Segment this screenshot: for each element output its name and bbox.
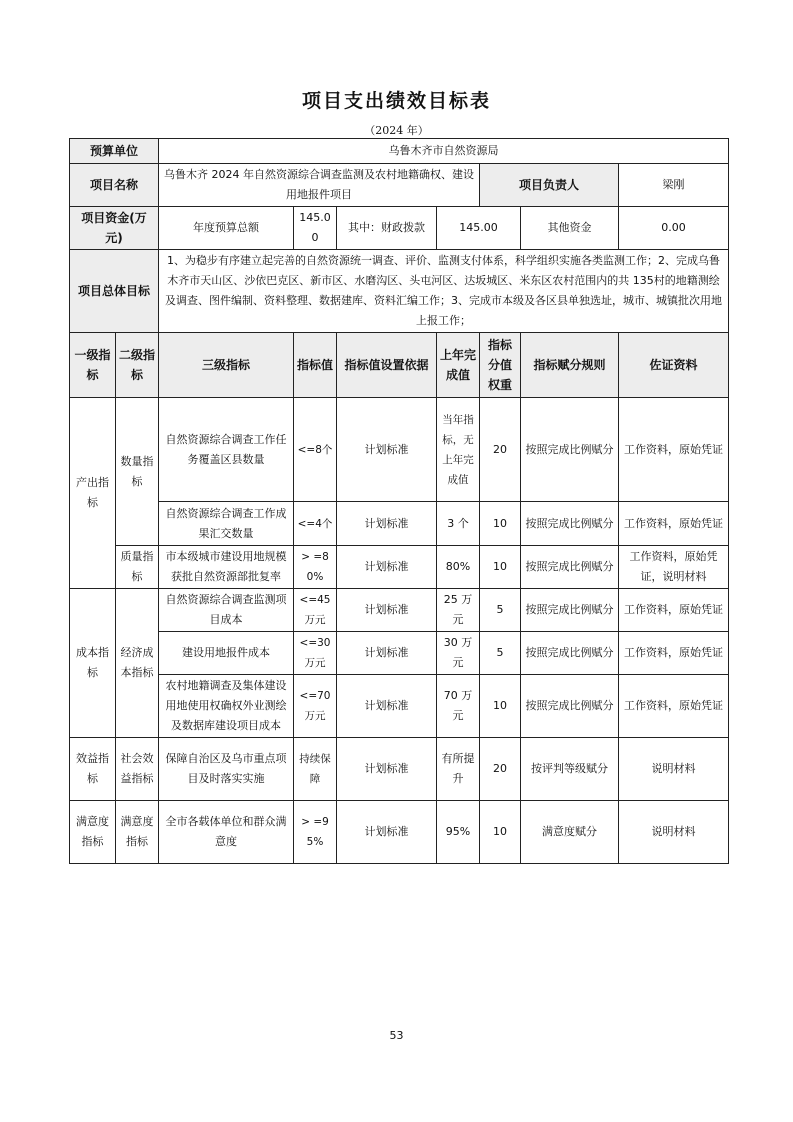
basis-cell: 计划标准 bbox=[337, 589, 437, 632]
value-cell: > =80% bbox=[294, 546, 337, 589]
basis-cell: 计划标准 bbox=[337, 398, 437, 502]
rule-cell: 按照完成比例赋分 bbox=[521, 398, 619, 502]
value-cell: <=8个 bbox=[294, 398, 337, 502]
l3-cell: 保障自治区及乌市重点项目及时落实实施 bbox=[159, 738, 294, 801]
l3-cell: 自然资源综合调查工作成果汇交数量 bbox=[159, 502, 294, 546]
weight-cell: 10 bbox=[480, 546, 521, 589]
last-year-cell: 25 万元 bbox=[437, 589, 480, 632]
fiscal-label: 其中：财政拨款 bbox=[337, 207, 437, 250]
weight-cell: 10 bbox=[480, 675, 521, 738]
overall-goal-text: 1、为稳步有序建立起完善的自然资源统一调查、评价、监测支付体系，科学组织实施各类监测工作；2、完成乌鲁木齐市天山区、沙依巴克区、新市区、水磨沟区、头屯河区、达坂城区、米东区农村范围内的共 135村的地籍测绘及调查、图件编制、资料整理、数据建库、资料汇编工作；3、完成市本级及各区县单独选址，城市、城镇批次用地上报工作； bbox=[159, 250, 729, 333]
rule-cell: 按评判等级赋分 bbox=[521, 738, 619, 801]
rule-cell: 按照完成比例赋分 bbox=[521, 546, 619, 589]
basis-cell: 计划标准 bbox=[337, 502, 437, 546]
rule-cell: 按照完成比例赋分 bbox=[521, 675, 619, 738]
l3-cell: 农村地籍调查及集体建设用地使用权确权外业测绘及数据库建设项目成本 bbox=[159, 675, 294, 738]
value-cell: <=70万元 bbox=[294, 675, 337, 738]
col-last-year: 上年完成值 bbox=[437, 333, 480, 398]
evidence-cell: 工作资料，原始凭证 bbox=[619, 589, 729, 632]
table-row bbox=[70, 502, 729, 546]
evidence-cell: 工作资料，原始凭证 bbox=[619, 675, 729, 738]
overall-goal-label: 项目总体目标 bbox=[70, 250, 159, 333]
group-satisfaction-sub: 满意度指标 bbox=[116, 801, 159, 864]
annual-budget-label: 年度预算总额 bbox=[159, 207, 294, 250]
basis-cell: 计划标准 bbox=[337, 675, 437, 738]
last-year-cell: 70 万元 bbox=[437, 675, 480, 738]
l3-cell: 自然资源综合调查监测项目成本 bbox=[159, 589, 294, 632]
group-benefit: 效益指标 bbox=[70, 738, 116, 801]
group-economic-cost: 经济成本指标 bbox=[116, 589, 159, 738]
annual-budget-value: 145.00 bbox=[294, 207, 337, 250]
page-title: 项目支出绩效目标表 bbox=[301, 90, 491, 112]
evidence-cell: 工作资料，原始凭证 bbox=[619, 398, 729, 502]
value-cell: <=30万元 bbox=[294, 632, 337, 675]
last-year-cell: 3 个 bbox=[437, 502, 480, 546]
group-quantity: 数量指标 bbox=[116, 398, 159, 546]
table-row bbox=[70, 801, 729, 864]
budget-unit-value: 乌鲁木齐市自然资源局 bbox=[159, 139, 729, 164]
group-output: 产出指标 bbox=[70, 398, 116, 589]
last-year-cell: 30 万元 bbox=[437, 632, 480, 675]
value-cell: > =95% bbox=[294, 801, 337, 864]
last-year-cell: 80% bbox=[437, 546, 480, 589]
rule-cell: 按照完成比例赋分 bbox=[521, 502, 619, 546]
value-cell: <=4个 bbox=[294, 502, 337, 546]
col-basis: 指标值设置依据 bbox=[337, 333, 437, 398]
group-satisfaction: 满意度指标 bbox=[70, 801, 116, 864]
basis-cell: 计划标准 bbox=[337, 546, 437, 589]
group-social-benefit: 社会效益指标 bbox=[116, 738, 159, 801]
project-leader-value: 梁刚 bbox=[619, 164, 729, 207]
col-rule: 指标赋分规则 bbox=[521, 333, 619, 398]
col-level2: 二级指标 bbox=[116, 333, 159, 398]
l3-cell: 市本级城市建设用地规模获批自然资源部批复率 bbox=[159, 546, 294, 589]
col-level1: 一级指标 bbox=[70, 333, 116, 398]
last-year-cell: 当年指标，无上年完成值 bbox=[437, 398, 480, 502]
rule-cell: 满意度赋分 bbox=[521, 801, 619, 864]
weight-cell: 20 bbox=[480, 398, 521, 502]
table-row bbox=[70, 546, 729, 589]
table-row bbox=[70, 675, 729, 738]
evidence-cell: 工作资料，原始凭证 bbox=[619, 632, 729, 675]
rule-cell: 按照完成比例赋分 bbox=[521, 632, 619, 675]
table-row bbox=[70, 738, 729, 801]
evidence-cell: 说明材料 bbox=[619, 738, 729, 801]
last-year-cell: 有所提升 bbox=[437, 738, 480, 801]
other-funds-value: 0.00 bbox=[619, 207, 729, 250]
table-row bbox=[70, 589, 729, 632]
year-label: （2024 年） bbox=[364, 124, 429, 137]
evidence-cell: 工作资料，原始凭证 bbox=[619, 502, 729, 546]
table-row bbox=[70, 398, 729, 502]
project-funds-label: 项目资金(万元) bbox=[70, 207, 159, 250]
weight-cell: 10 bbox=[480, 502, 521, 546]
basis-cell: 计划标准 bbox=[337, 738, 437, 801]
weight-cell: 5 bbox=[480, 589, 521, 632]
project-name-label: 项目名称 bbox=[70, 164, 159, 207]
budget-unit-label: 预算单位 bbox=[70, 139, 159, 164]
value-cell: <=45万元 bbox=[294, 589, 337, 632]
group-quality: 质量指标 bbox=[116, 546, 159, 589]
page-number: 53 bbox=[389, 1029, 404, 1042]
project-name-value: 乌鲁木齐 2024 年自然资源综合调查监测及农村地籍确权、建设用地报件项目 bbox=[159, 164, 480, 207]
l3-cell: 全市各载体单位和群众满意度 bbox=[159, 801, 294, 864]
weight-cell: 20 bbox=[480, 738, 521, 801]
weight-cell: 5 bbox=[480, 632, 521, 675]
weight-cell: 10 bbox=[480, 801, 521, 864]
col-value: 指标值 bbox=[294, 333, 337, 398]
performance-target-table bbox=[69, 138, 729, 864]
basis-cell: 计划标准 bbox=[337, 801, 437, 864]
value-cell: 持续保障 bbox=[294, 738, 337, 801]
l3-cell: 建设用地报件成本 bbox=[159, 632, 294, 675]
table-row bbox=[70, 632, 729, 675]
rule-cell: 按照完成比例赋分 bbox=[521, 589, 619, 632]
evidence-cell: 工作资料，原始凭证，说明材料 bbox=[619, 546, 729, 589]
other-funds-label: 其他资金 bbox=[521, 207, 619, 250]
basis-cell: 计划标准 bbox=[337, 632, 437, 675]
col-evidence: 佐证资料 bbox=[619, 333, 729, 398]
l3-cell: 自然资源综合调查工作任务覆盖区县数量 bbox=[159, 398, 294, 502]
project-leader-label: 项目负责人 bbox=[480, 164, 619, 207]
evidence-cell: 说明材料 bbox=[619, 801, 729, 864]
fiscal-value: 145.00 bbox=[437, 207, 521, 250]
col-level3: 三级指标 bbox=[159, 333, 294, 398]
col-weight: 指标分值权重 bbox=[480, 333, 521, 398]
group-cost: 成本指标 bbox=[70, 589, 116, 738]
last-year-cell: 95% bbox=[437, 801, 480, 864]
